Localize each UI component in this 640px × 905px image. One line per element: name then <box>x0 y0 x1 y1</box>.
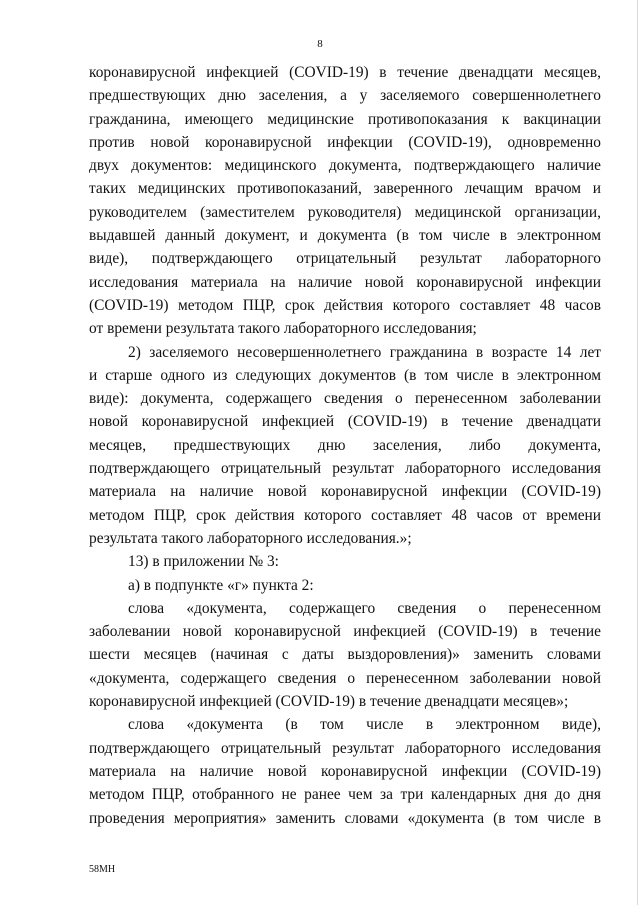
text-line: гражданина, имеющего медицинские противопоказания к вакцинации <box>89 110 601 128</box>
text-line: материала на наличие новой коронавирусной инфекции (COVID-19) <box>89 483 601 501</box>
text-line: слова «документа (в том числе в электронном виде), <box>128 716 601 734</box>
text-line: коронавирусной инфекцией (COVID-19) в течение двенадцати месяцев»; <box>89 693 569 711</box>
text-line: шести месяцев (начиная с даты выздоровления)» заменить словами <box>89 646 601 664</box>
text-line: подтверждающего отрицательный результат лабораторного исследования <box>89 739 601 757</box>
document-body <box>89 61 601 830</box>
text-line: и старше одного из следующих документов (в том числе в электронном <box>89 366 601 384</box>
text-line: новой коронавирусной инфекцией (COVID-19) в течение двенадцати <box>89 413 601 431</box>
text-line: 13) в приложении № 3: <box>128 553 279 571</box>
text-line: (COVID-19) методом ПЦР, срок действия которого составляет 48 часов <box>89 296 601 314</box>
page-number: 8 <box>317 38 323 50</box>
text-line: 2) заселяемого несовершеннолетнего гражданина в возрасте 14 лет <box>128 343 601 361</box>
text-line: подтверждающего отрицательный результат лабораторного исследования <box>89 460 601 478</box>
text-line: против новой коронавирусной инфекции (COVID-19), одновременно <box>89 133 601 151</box>
text-line: слова «документа, содержащего сведения о перенесенном <box>128 599 601 617</box>
text-line: предшествующих дню заселения, а у заселяемого совершеннолетнего <box>89 87 601 105</box>
text-line: двух документов: медицинского документа, подтверждающего наличие <box>89 157 601 175</box>
text-line: материала на наличие новой коронавирусной инфекции (COVID-19) <box>89 762 601 780</box>
text-line: проведения мероприятия» заменить словами «документа (в том числе в <box>89 809 601 827</box>
text-line: от времени результата такого лабораторного исследования; <box>89 320 477 338</box>
text-line: коронавирусной инфекцией (COVID-19) в течение двенадцати месяцев, <box>89 64 601 81</box>
text-line: а) в подпункте «г» пункта 2: <box>128 576 314 594</box>
text-line: месяцев, предшествующих дню заселения, либо документа, <box>89 436 601 454</box>
text-line: исследования материала на наличие новой коронавирусной инфекции <box>89 273 601 291</box>
text-line: виде): документа, содержащего сведения о перенесенном заболевании <box>89 390 601 408</box>
text-line: методом ПЦР, срок действия которого составляет 48 часов от времени <box>89 506 601 524</box>
text-line: результата такого лабораторного исследования.»; <box>89 529 412 547</box>
text-line: виде), подтверждающего отрицательный результат лабораторного <box>89 250 601 268</box>
text-line: методом ПЦР, отобранного не ранее чем за три календарных дня до дня <box>89 786 601 804</box>
text-line: выдавшей данный документ, и документа (в том числе в электронном <box>89 227 601 245</box>
text-line: таких медицинских противопоказаний, заверенного лечащим врачом и <box>89 180 601 198</box>
text-line: «документа, содержащего сведения о перенесенном заболевании новой <box>89 669 601 687</box>
text-line: руководителем (заместителем руководителя) медицинской организации, <box>89 203 601 221</box>
text-line: заболевании новой коронавирусной инфекцией (COVID-19) в течение <box>89 623 601 641</box>
document-code: 58МН <box>89 864 116 875</box>
scan-edge-line <box>637 0 638 905</box>
